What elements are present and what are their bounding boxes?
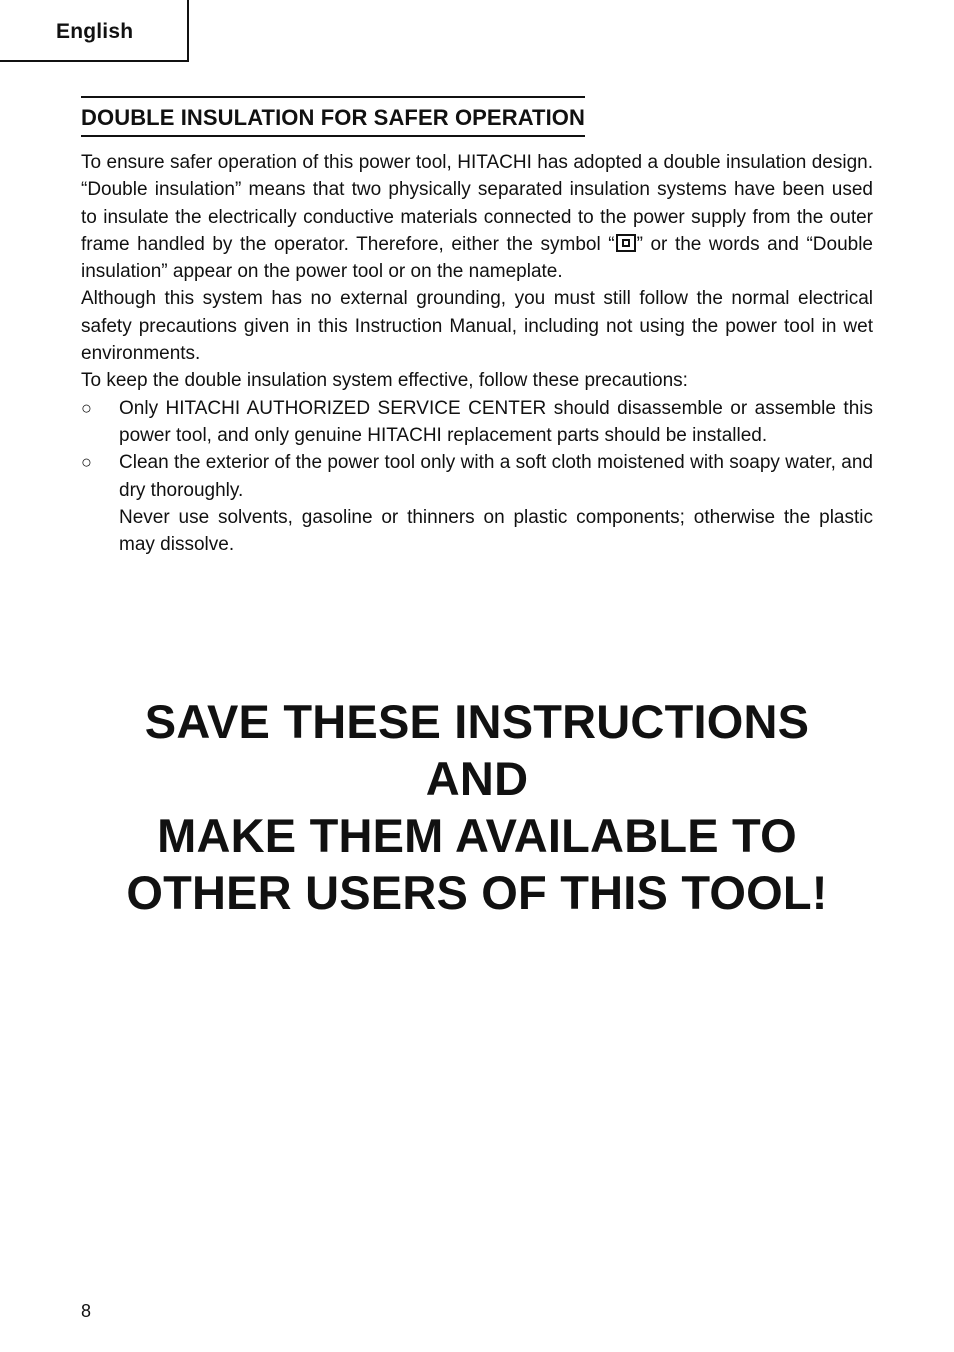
- list-item: [81, 395, 873, 450]
- section-heading: DOUBLE INSULATION FOR SAFER OPERATION: [81, 105, 585, 130]
- paragraph-intro: [81, 149, 873, 285]
- list-item-paragraph-continued: Never use solvents, gasoline or thinners on plastic components; otherwise the plastic may dissolve.: [119, 506, 873, 556]
- list-item: [81, 449, 873, 558]
- circle-bullet-icon: ○: [81, 397, 92, 418]
- language-label: English: [56, 20, 134, 43]
- page-number: 8: [81, 1301, 92, 1321]
- save-instructions-notice: [0, 693, 954, 921]
- save-notice-line: SAVE THESE INSTRUCTIONS: [144, 695, 810, 748]
- list-item-text: [119, 449, 873, 558]
- list-item-paragraph: Clean the exterior of the power tool only with a soft cloth moistened with soapy water, and dry thoroughly.: [119, 452, 873, 501]
- paragraph-precautions-intro: To keep the double insulation system effective, follow these precautions:: [81, 370, 688, 392]
- list-item-paragraph: Only HITACHI AUTHORIZED SERVICE CENTER should disassemble or assemble this power tool, and only genuine HITACHI replacement parts should be installed.: [119, 397, 873, 446]
- save-notice-line: MAKE THEM AVAILABLE TO: [157, 809, 797, 862]
- paragraph-grounding: Although this system has no external grounding, you must still follow the normal electrical safety precautions given in this Instruction Manual, including not using the power tool in wet environments.: [81, 288, 873, 365]
- language-tab: [0, 0, 189, 62]
- double-insulation-section: [81, 96, 873, 558]
- section-heading-rule: [81, 96, 585, 137]
- save-notice-line: OTHER USERS OF THIS TOOL!: [126, 866, 828, 919]
- circle-bullet-icon: ○: [81, 452, 92, 473]
- section-body: [81, 149, 873, 558]
- list-item-text: [119, 395, 873, 450]
- paragraph-intro-text-a: To ensure safer operation of this power tool, HITACHI has adopted a double insulation design. “Double insulation” means that two physically separated insulation systems have been used to insulate the electrically conductive materials connected to the power supply from the outer frame handled by the operator. Therefore, either the symbol “: [81, 152, 873, 255]
- double-insulation-symbol-icon: [616, 234, 636, 252]
- save-notice-line: AND: [425, 752, 529, 805]
- paragraph-intro-text-b: ” or the words and “Double insulation” appear on the power tool or on the nameplate.: [81, 233, 873, 283]
